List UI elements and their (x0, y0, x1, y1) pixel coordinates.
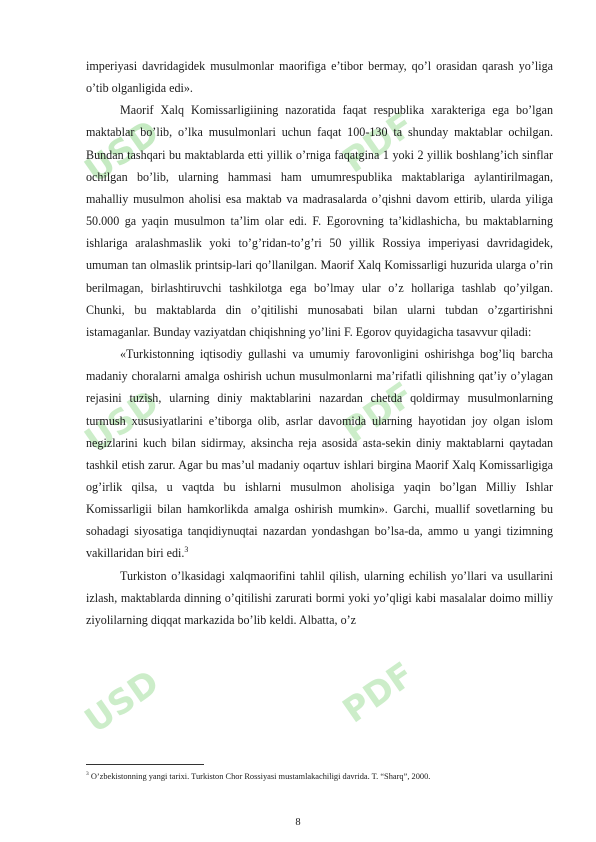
paragraph: Maorif Xalq Komissarligiining nazoratida faqat respublika xarakteriga ega bo’lgan maktablar bo’lib, o’lka musulmonlari uchun faqat 100-130 ta shunday maktablar ochilgan. Bundan tashqari bu maktablarda etti yillik o’rniga faqatgina 1 yoki 2 yillik boshlang’ich sinflar ochilgan bo’lib, ularning hammasi ham umumrespublika maktablariga aylantirilmagan, mahalliy musulmon aholisi esa maktab va madrasalarda o’qishni davom ettirib, ularda yiliga 50.000 ga yaqin musulmon ta’lim olar edi. F. Egorovning ta’kidlashicha, bu maktablarning ishlariga aralashmaslik yoki to’g’ridan-to’g’ri 50 yillik Rossiya imperiyasi davridagidek, umuman tan olmaslik printsip-lari qo’llanilgan. Maorif Xalq Komissarligi huzurida ularga o’rin berilmagan, birlashtiruvchi tashkilotga ega bo’lmay ular o’z hollariga tashlab qo’yilgan. Chunki, bu maktablarda din o’qitilishi munosabati bilan ularni tubdan o’zgartirishni istamaganlar. Bunday vaziyatdan chiqishning yo’lini F. Egorov quyidagicha tasavvur qiladi: (86, 103, 553, 339)
footnote-divider (86, 764, 204, 765)
paragraph-text: «Turkistonning iqtisodiy gullashi va umumiy farovonligini oshirishga bog’liq barcha madaniy choralarni amalga oshirish uchun musulmonlarni ma’rifatli qilishning qat’iy o’ylagan rejasini tuzish, ularning diniy maktablarini nazardan chetda qoldirmay musulmonlarning turmush xususiyatlarini e’tiborga olib, asrlar davomida ularning hayotidan joy olgan islom negizlarini kuch bilan sidirmay, aksincha reja asosida asta-sekin diniy maktablarni qaytadan tashkil etish zarur. Agar bu mas’ul madaniy oqartuv ishlari birgina Maorif Xalq Komissarligiga og’irlik qilsa, u vaqtda bu ishlarni musulmon aholisiga yaqin bo’lgan Milliy Ishlar Komissarligii bilan hamkorlikda amalga oshirish mumkin». Garchi, muallif sovetlarning bu sohadagi siyosatiga tanqidiynuqtai nazardan yondashgan bo’lsa-da, ammo u yangi tizimning vakillaridan biri edi. (86, 347, 553, 561)
body-text (86, 55, 553, 631)
svg-text:USD: USD (77, 382, 167, 462)
paragraph: Turkiston o’lkasidagi xalqmaorifini tahlil qilish, ularning echilish yo’llari va usullarini izlash, maktablarda dinning o’qitilishi zarurati bormi yoki yo’qligi kabi masalalar doimo milliy ziyolilarning diqqat markazida bo’lib keldi. Albatta, o’z (86, 568, 553, 627)
page-number: 8 (295, 817, 301, 828)
svg-text:USD: USD (77, 662, 167, 742)
footnote (86, 771, 553, 782)
footnote-marker: 3 (86, 771, 89, 778)
svg-text:PDF: PDF (335, 104, 422, 182)
svg-text:USD: USD (77, 112, 167, 192)
footnote-reference[interactable]: 3 (184, 545, 189, 555)
footnote-text: O’zbekistonning yangi tarixi. Turkiston Chor Rossiyasi mustamlakachiligi davrida. T. “Sharq”, 2000. (90, 772, 431, 781)
svg-text:PDF: PDF (335, 374, 422, 452)
quote-paragraph (86, 343, 553, 565)
paragraph: imperiyasi davridagidek musulmonlar maorifiga e’tibor bermay, qo’l orasidan qarash yo’liga o’tib olganligida edi». (86, 59, 553, 96)
svg-text:PDF: PDF (335, 654, 422, 732)
watermark-logo (72, 610, 192, 770)
